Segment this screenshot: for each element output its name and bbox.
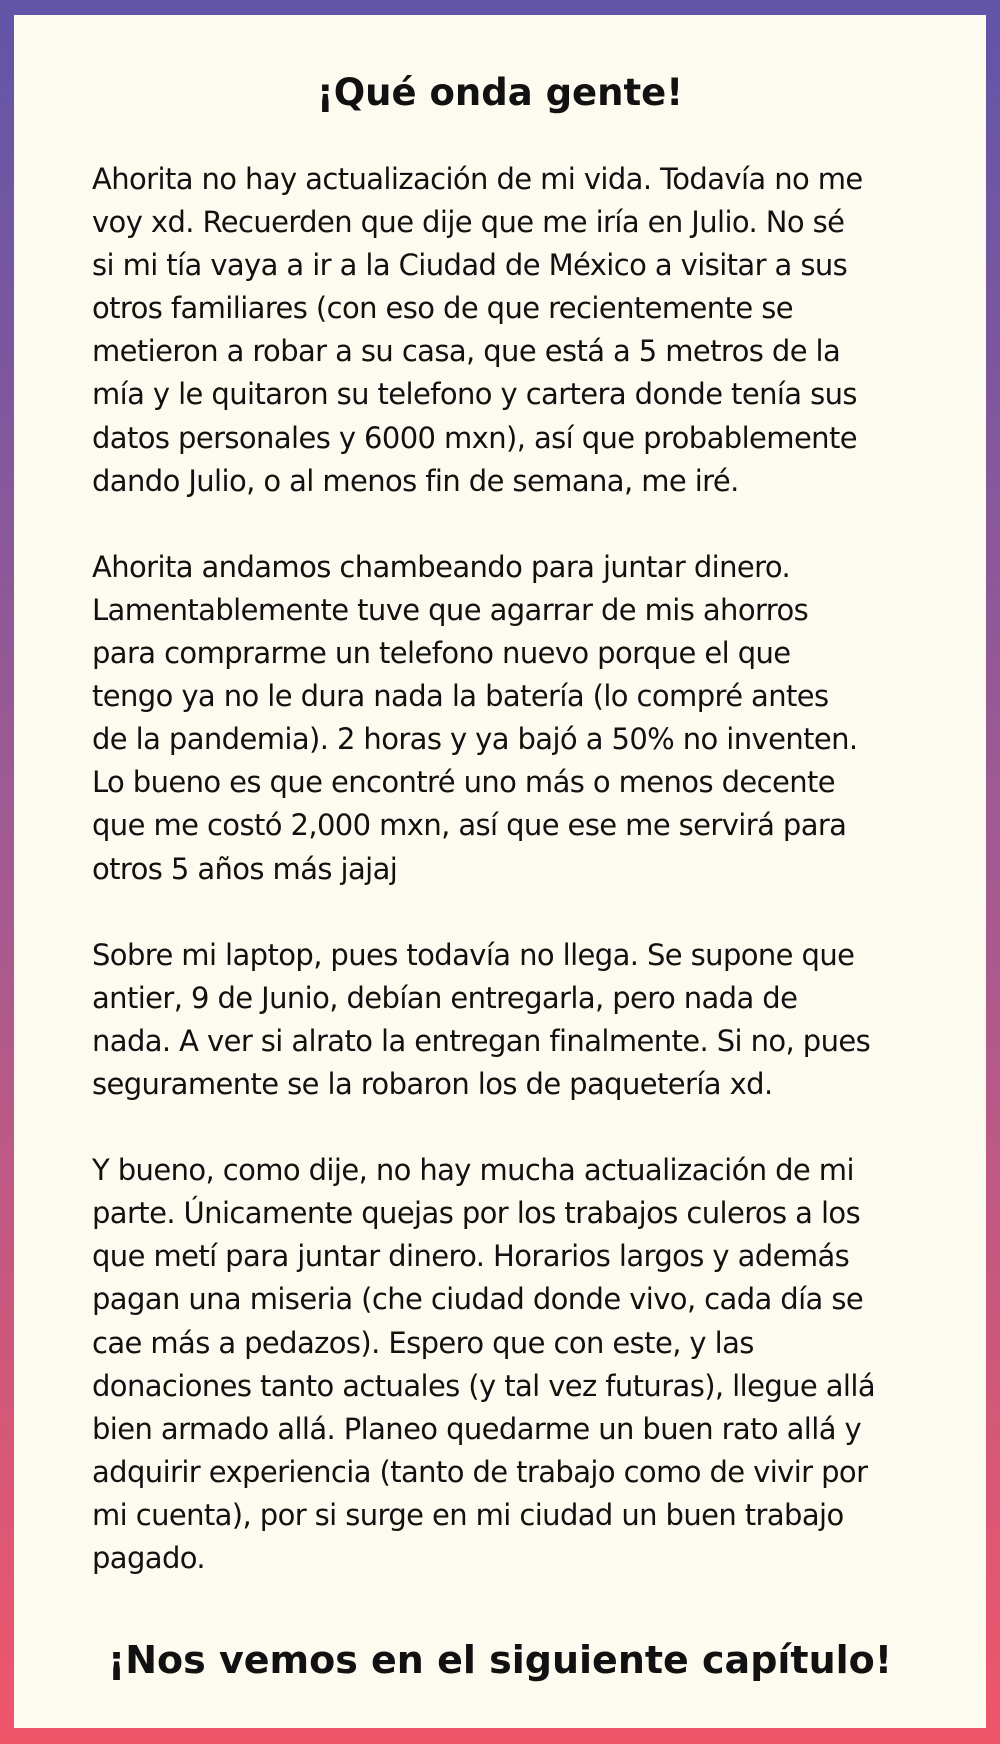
text-line: pagado. (92, 1541, 206, 1575)
text-line: metieron a robar a su casa, que está a 5 metros de la (92, 334, 841, 369)
text-line: otros 5 años más jajaj (92, 851, 398, 886)
paragraph-1 (92, 158, 952, 503)
text-line: donaciones tanto actuales (y tal vez futuras), llegue allá (92, 1368, 876, 1403)
paragraph-2 (92, 546, 952, 891)
text-line: nada. A ver si alrato la entregan finalmente. Si no, pues (92, 1023, 871, 1058)
text-line: que metí para juntar dinero. Horarios largos y además (92, 1239, 850, 1274)
text-line: que me costó 2,000 mxn, así que ese me servirá para (92, 808, 847, 843)
text-line: Lo bueno es que encontré uno más o menos decente (92, 765, 835, 800)
text-line: seguramente se la robaron los de paquetería xd. (92, 1066, 773, 1101)
text-line: si mi tía vaya a ir a la Ciudad de México a visitar a sus (92, 248, 848, 283)
paragraph-3 (92, 934, 952, 1106)
text-line: de la pandemia). 2 horas y ya bajó a 50% no inventen. (92, 722, 858, 757)
text-line: Y bueno, como dije, no hay mucha actualización de mi (92, 1153, 854, 1188)
text-line: bien armado allá. Planeo quedarme un buen rato allá y (92, 1411, 862, 1446)
text-line: mi cuenta), por si surge en mi ciudad un buen trabajo (92, 1497, 844, 1532)
text-line: voy xd. Recuerden que dije que me iría en Julio. No sé (92, 205, 845, 240)
note-card (14, 15, 986, 1728)
text-line: Ahorita no hay actualización de mi vida. Todavía no me (92, 162, 863, 196)
note-body (92, 158, 952, 1623)
text-line: dando Julio, o al menos fin de semana, me iré. (92, 463, 739, 498)
text-line: tengo ya no le dura nada la batería (lo compré antes (92, 679, 829, 714)
text-line: Lamentablemente tuve que agarrar de mis ahorros (92, 592, 809, 627)
text-line: datos personales y 6000 mxn), así que probablemente (92, 420, 857, 455)
closing-message: ¡Nos vemos en el siguiente capítulo! (107, 1638, 893, 1682)
text-line: otros familiares (con eso de que recientemente se (92, 291, 793, 326)
text-line: parte. Únicamente quejas por los trabajos culeros a los (92, 1196, 861, 1231)
paragraph-4 (92, 1149, 952, 1580)
text-line: Sobre mi laptop, pues todavía no llega. Se supone que (92, 937, 855, 972)
text-line: mía y le quitaron su telefono y cartera donde tenía sus (92, 377, 857, 412)
text-line: adquirir experiencia (tanto de trabajo como de vivir por (92, 1454, 868, 1489)
text-line: para comprarme un telefono nuevo porque el que (92, 636, 791, 671)
text-line: cae más a pedazos). Espero que con este, y las (92, 1325, 754, 1360)
text-line: Ahorita andamos chambeando para juntar dinero. (92, 549, 791, 584)
page-title: ¡Qué onda gente! (316, 71, 684, 114)
text-line: pagan una miseria (che ciudad donde vivo, cada día se (92, 1282, 864, 1317)
text-line: antier, 9 de Junio, debían entregarla, pero nada de (92, 980, 798, 1015)
